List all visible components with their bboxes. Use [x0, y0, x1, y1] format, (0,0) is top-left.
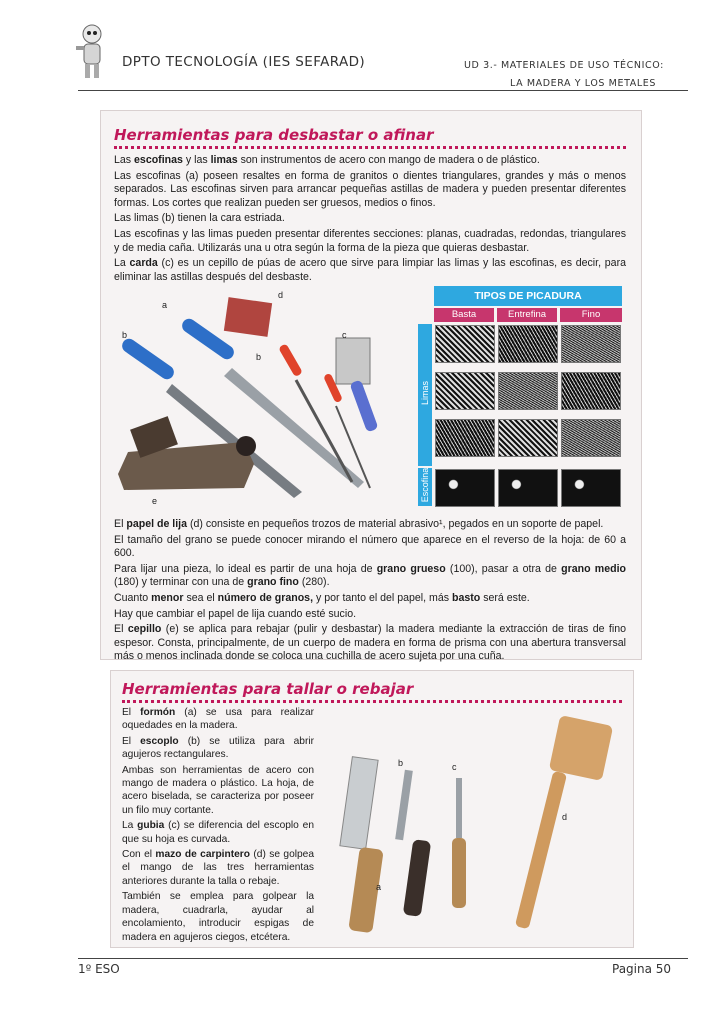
escoplo-image [395, 770, 431, 917]
paragraph-escofinas-limas: Las escofinas y las limas son instrumentos de acero con mango de madera o de plástico. [114, 154, 540, 166]
footer-divider [78, 958, 688, 959]
pattern-cell [498, 419, 558, 457]
paragraph-lijar: Para lijar una pieza, lo ideal es partir de una hoja de grano grueso (100), pasar a otra de grano medio (180) y terminar con una de grano fino (280). [114, 562, 626, 589]
footer-course: 1º ESO [78, 962, 120, 976]
paragraph-mazo: Con el mazo de carpintero (d) se golpea el mango de las tres herramientas anteriores durante la talla o rebaje. [122, 849, 314, 887]
paragraph-escoplo: El escoplo (b) se utiliza para abrir agujeros rectangulares. [122, 735, 315, 761]
label-d: d [278, 290, 284, 300]
label-c: c [342, 330, 347, 340]
label-tool-b: b [398, 758, 404, 768]
formon-image [340, 757, 384, 934]
paragraph-herramientas-acero: Ambas son herramientas de acero con mango de madera o plástico. La hoja, de acero biselada, se caracteriza por poseer un filo muy cortante. [122, 764, 314, 816]
unit-title-line2: LA MADERA Y LOS METALES [510, 78, 656, 89]
pattern-cell [435, 372, 495, 410]
section-desbastar-text [114, 154, 626, 286]
sandpaper-image [224, 297, 272, 337]
pattern-cell [498, 372, 558, 410]
row-limas: Limas [418, 324, 432, 466]
pattern-cell [435, 419, 495, 457]
cepillo-image [118, 416, 256, 490]
row-escofina: Escofina [418, 468, 432, 506]
paragraph-cambiar-lija: Hay que cambiar el papel de lija cuando esté sucio. [114, 607, 357, 620]
header-divider [78, 90, 688, 91]
col-basta: Basta [434, 308, 494, 322]
pattern-cell [561, 372, 621, 410]
label-b-second: b [256, 352, 262, 362]
department-title: DPTO TECNOLOGÍA (IES SEFARAD) [122, 54, 366, 70]
robot-mascot-icon [72, 22, 108, 82]
label-b: b [122, 330, 128, 340]
label-a: a [162, 300, 168, 310]
label-e: e [152, 496, 158, 506]
paragraph-usos-mazo: También se emplea para golpear la madera, cuadrarla, ayudar al encolamiento, introducir espigas de madera en agujeros ciegos, etcétera. [122, 891, 314, 943]
pattern-cell [498, 325, 558, 363]
carda-image [336, 338, 379, 432]
pattern-cell [435, 325, 495, 363]
pattern-cell [561, 469, 621, 507]
mazo-image [515, 715, 613, 929]
section-lija-cepillo-text [114, 518, 626, 666]
pattern-cell [561, 419, 621, 457]
paragraph-limas: Las limas (b) tienen la cara estriada. [114, 212, 285, 225]
paragraph-numero-granos: Cuanto menor sea el número de granos, y por tanto el del papel, más basto será este. [114, 591, 530, 604]
label-tool-d: d [562, 812, 568, 822]
label-tool-a: a [376, 882, 382, 892]
paragraph-grano: El tamaño del grano se puede conocer mirando el número que aparece en el reverso de la hoja: de 60 a 600. [114, 533, 626, 560]
paragraph-cepillo: El cepillo (e) se aplica para rebajar (pulir y desbastar) la madera mediante la extracción de tiras de fino espesor. Consta, principalmente, de un cuerpo de madera en forma de prisma con una abertura transversal más o menos inclinada donde se coloca una cuchilla de acero sujeta por una cuña. [114, 623, 626, 663]
paragraph-escofinas: Las escofinas (a) poseen resaltes en forma de granitos o dientes triangulares, grandes y más o menos separados. Las escofinas sirven para arrancar pequeñas astillas de madera y pueden presentar diferentes formas. Los cortes que realizan pueden ser gruesos, medios o finos. [114, 169, 626, 209]
title-dotted-rule [122, 700, 622, 703]
paragraph-gubia: La gubia (c) se diferencia del escoplo en que su hoja es curvada. [122, 820, 314, 845]
col-fino: Fino [560, 308, 622, 322]
title-dotted-rule [114, 146, 626, 149]
carving-tools-illustration [324, 710, 624, 942]
paragraph-formon: El formón (a) se usa para realizar oquedades en la madera. [122, 707, 314, 732]
paragraph-carda: La carda (c) es un cepillo de púas de acero que sirve para limpiar las limas y las escofinas, es decir, para eliminar las astillas después del desbaste. [114, 257, 626, 283]
tools-illustration [114, 292, 404, 506]
paragraph-papel-lija: El papel de lija (d) consiste en pequeños trozos de material abrasivo¹, pegados en un soporte de papel. [114, 518, 604, 530]
footer-page-number: Pagina 50 [612, 962, 672, 976]
pattern-cell [435, 469, 495, 507]
gubia-image [452, 778, 466, 908]
pattern-cell [498, 469, 558, 507]
pattern-cell [561, 325, 621, 363]
unit-title-line1: UD 3.- MATERIALES DE USO TÉCNICO: [464, 60, 664, 71]
section-desbastar-title: Herramientas para desbastar o afinar [114, 126, 434, 144]
col-entrefina: Entrefina [497, 308, 557, 322]
label-tool-c: c [452, 762, 457, 772]
paragraph-secciones: Las escofinas y las limas pueden presentar diferentes secciones: planas, cuadradas, redondas, triangulares y de media caña. Utilizarás una u otra según la forma de la pieza que quieras desbastar. [114, 227, 626, 254]
picadura-table-title: TIPOS DE PICADURA [434, 286, 622, 306]
section-tallar-title: Herramientas para tallar o rebajar [122, 680, 414, 698]
section-tallar-text [122, 706, 314, 946]
